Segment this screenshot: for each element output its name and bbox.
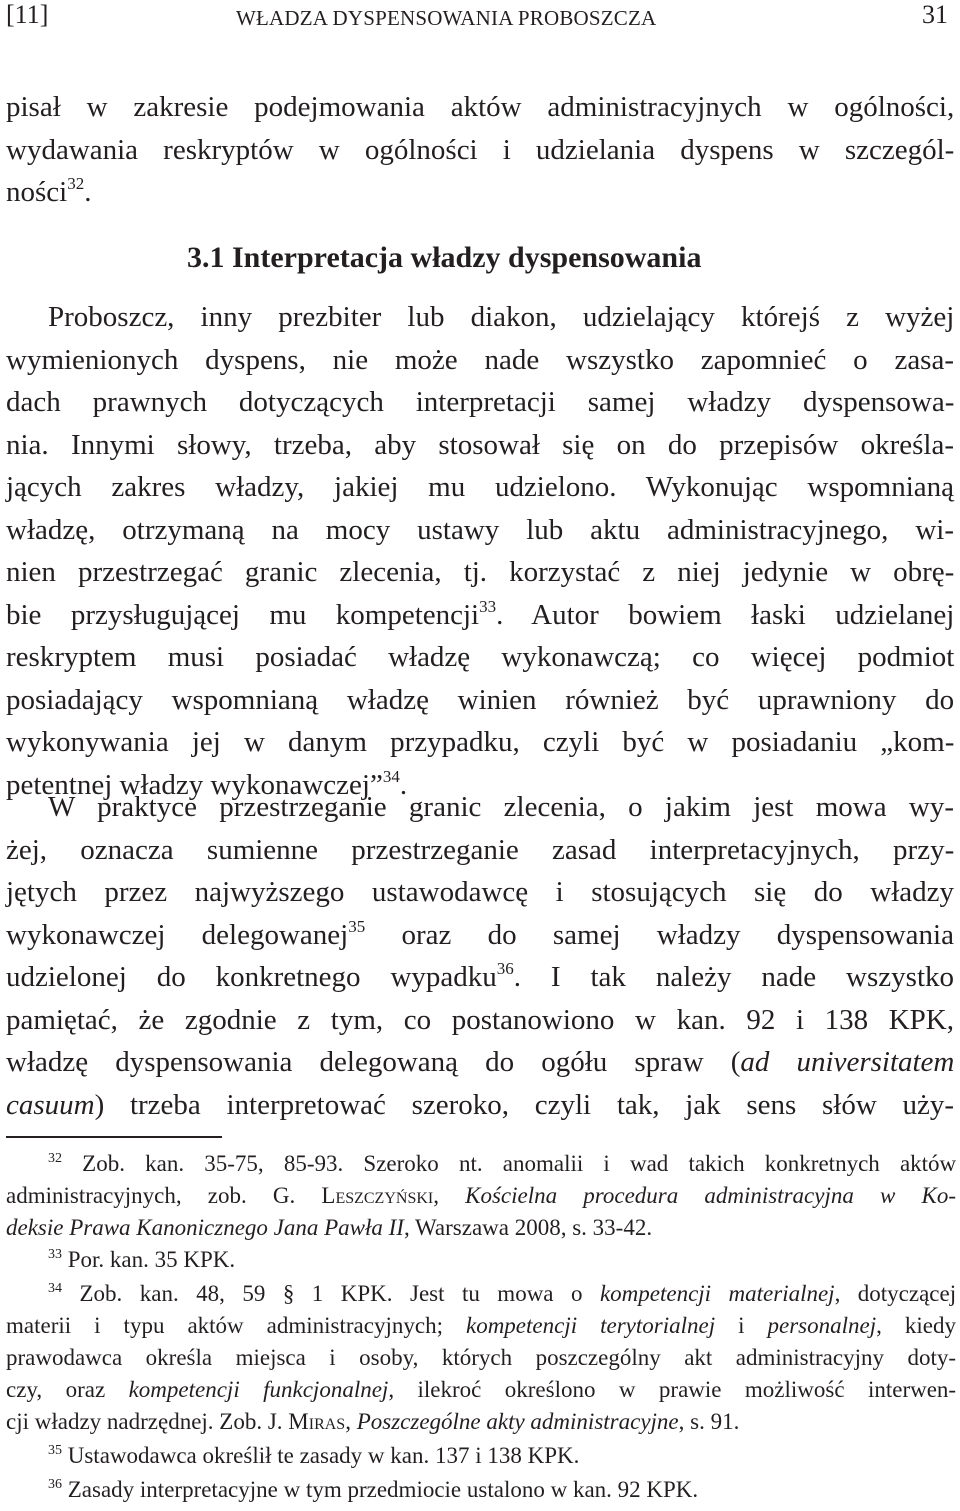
text-run: , ilekroć określono w prawie możliwość interwen- [388, 1377, 957, 1402]
text-line [6, 1406, 956, 1438]
text-run: Zasady interpretacyjne w tym przedmiocie ustalono w kan. 92 KPK. [67, 1477, 699, 1502]
text-line [6, 1278, 956, 1310]
text-run: ności [6, 176, 68, 208]
text-line: wykonywania jej w danym przypadku, czyli być w posiadaniu „kom- [6, 726, 955, 758]
footnote-divider [6, 1136, 222, 1138]
footnote-number: 33 [48, 1247, 62, 1262]
text-line [6, 1440, 956, 1472]
text-line [6, 1374, 956, 1406]
text-line [6, 594, 954, 637]
italic-run: casuum [6, 1088, 95, 1121]
italic-run: Kościelna procedura administracyjna w Ko- [465, 1183, 956, 1208]
text-run: Ustawodawca określił te zasady w kan. 137 i 138 KPK. [67, 1443, 580, 1468]
text-run: czy, oraz [6, 1377, 129, 1402]
page-number: 31 [922, 0, 948, 29]
italic-run: personalnej [767, 1313, 877, 1338]
text-line: jętych przez najwyższego ustawodawcę i stosujących się do władzy [6, 876, 954, 908]
intro-paragraph [6, 86, 954, 214]
footnote-32 [6, 1148, 956, 1244]
text-line: W praktyce przestrzeganie granic zlecenia, o jakim jest mowa wy- [48, 791, 954, 823]
text-line: żej, oznacza sumienne przestrzeganie zasad interpretacyjnych, przy- [6, 833, 955, 866]
text-run: oraz do samej władzy dyspensowania [365, 918, 954, 951]
text-line: posiadający wspomnianą władzę winien również być uprawniony do [6, 683, 955, 716]
text-run: , [433, 1183, 466, 1208]
text-line: wymienionych dyspens, nie może nade wszystko zapomnieć o zasa- [6, 343, 954, 376]
text-run: władzę dyspensowania delegowaną do ogółu spraw ( [6, 1046, 741, 1078]
running-header [0, 0, 960, 36]
text-run: i [715, 1313, 768, 1338]
text-line [6, 914, 954, 957]
text-run: cji władzy nadrzędnej. Zob. J. [6, 1409, 289, 1434]
footnote-34 [6, 1278, 956, 1438]
footnote-ref-35[interactable]: 35 [348, 916, 366, 936]
footnote-ref-34[interactable]: 34 [382, 766, 400, 786]
text-line: dach prawnych dotyczących interpretacji samej władzy dyspensowa- [6, 386, 955, 418]
text-run: Zob. kan. 35-75, 85-93. Szeroko nt. anomalii i wad takich konkretnych aktów [82, 1151, 957, 1176]
text-line: wydawania reskryptów w ogólności i udzielania dyspens w szczegól- [6, 133, 955, 166]
footnote-33 [6, 1244, 956, 1276]
text-run: . [84, 176, 92, 208]
italic-run: Poszczególne akty administracyjne [356, 1409, 679, 1434]
text-run: Por. kan. 35 KPK. [67, 1247, 236, 1272]
author-name: Miras [288, 1409, 346, 1434]
text-line [6, 1310, 956, 1342]
section-heading: 3.1 Interpretacja władzy dyspensowania [187, 241, 702, 274]
footnote-36 [6, 1474, 956, 1506]
text-run: Zob. kan. 48, 59 § 1 KPK. Jest tu mowa o [79, 1281, 600, 1306]
text-run: administracyjnych, zob. G. [6, 1183, 322, 1208]
footnote-number: 34 [48, 1281, 62, 1296]
section-marker: [11] [6, 0, 49, 29]
text-run: ) trzeba interpretować szeroko, czyli tak, jak sens słów uży- [94, 1088, 954, 1121]
text-line: Proboszcz, inny prezbiter lub diakon, udzielający którejś z wyżej [48, 301, 955, 333]
text-run: wykonawczej delegowanej [6, 918, 349, 951]
italic-run: kompetencji terytorialnej [465, 1313, 716, 1338]
text-run: petentnej władzy wykonawczej” [6, 768, 383, 801]
text-run: , s. 91. [678, 1409, 740, 1434]
footnote-ref-33[interactable]: 33 [479, 596, 497, 616]
footnote-number: 32 [48, 1151, 62, 1166]
text-run: materii i typu aktów administracyjnych; [6, 1313, 466, 1338]
text-run: bie przysługującej mu kompetencji [6, 598, 480, 631]
italic-run: kompetencji materialnej [599, 1281, 835, 1306]
text-line [6, 1084, 954, 1127]
text-line [6, 956, 954, 999]
text-line [6, 1474, 956, 1506]
text-run: . [399, 768, 408, 801]
text-line: nia. Innymi słowy, trzeba, aby stosował się on do przepisów określa- [6, 428, 954, 461]
text-line [6, 171, 954, 214]
italic-run: kompetencji funkcjonalnej [128, 1377, 389, 1402]
text-run: , [345, 1409, 357, 1434]
running-title: WŁADZA DYSPENSOWANIA PROBOSZCZA [236, 6, 657, 30]
text-line [6, 1244, 956, 1276]
text-line: pisał w zakresie podejmowania aktów administracyjnych w ogólności, [6, 91, 955, 123]
text-line: nien przestrzegać granic zlecenia, tj. korzystać z niej jedynie w obrę- [6, 556, 955, 588]
text-line [6, 1148, 956, 1180]
text-line [6, 1212, 956, 1244]
footnote-number: 36 [48, 1477, 62, 1492]
text-run: . Autor bowiem łaski udzielanej [496, 598, 955, 631]
italic-run: deksie Prawa Kanonicznego Jana Pawła II [6, 1215, 404, 1240]
text-run: udzielonej do konkretnego wypadku [6, 961, 497, 993]
text-run: , dotyczącej [834, 1281, 957, 1306]
text-line [6, 1180, 956, 1212]
body-paragraph-2 [6, 786, 954, 1126]
text-line [6, 1041, 954, 1084]
text-run: , Warszawa 2008, s. 33-42. [403, 1215, 653, 1240]
text-line: prawodawca określa miejsca i osoby, których poszczególny akt administracyjny doty- [6, 1345, 956, 1370]
footnote-35 [6, 1440, 956, 1472]
text-line: jących zakres władzy, jakiej mu udzielono. Wykonując wspomnianą [6, 471, 954, 503]
text-run: , kiedy [876, 1313, 956, 1338]
text-run: . I tak należy nade wszystko [513, 961, 954, 993]
text-line: władzę, otrzymaną na mocy ustawy lub aktu administracyjnego, wi- [6, 513, 954, 546]
footnote-ref-32[interactable]: 32 [67, 174, 85, 193]
author-name: Leszczyński [321, 1183, 434, 1208]
text-line: pamiętać, że zgodnie z tym, co postanowiono w kan. 92 i 138 KPK, [6, 1003, 954, 1036]
text-line: reskryptem musi posiadać władzę wykonawczą; co więcej podmiot [6, 641, 955, 673]
body-paragraph-1 [6, 296, 954, 806]
footnote-ref-36[interactable]: 36 [496, 959, 514, 978]
italic-run: ad universitatem [740, 1046, 955, 1078]
footnote-number: 35 [48, 1443, 62, 1458]
